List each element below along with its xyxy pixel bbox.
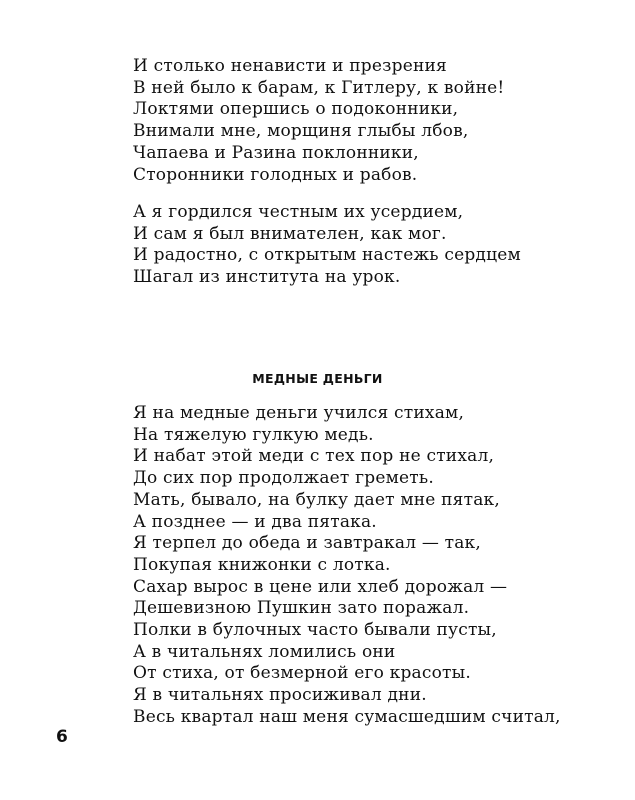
poem-line: Весь квартал наш меня сумасшедшим считал, [133,706,561,727]
poem-line: Полки в булочных часто бывали пусты, [133,620,497,641]
poem-line: Мать, бывало, на булку дает мне пятак, [133,489,500,510]
poem-line: До сих пор продолжает греметь. [133,468,434,489]
poem-title: МЕДНЫЕ ДЕНЬГИ [252,371,383,386]
poem-line: И столько ненависти и презрения [133,56,447,76]
poem-line: А в читальнях ломились они [133,641,396,662]
poem-line: От стиха, от безмерной его красоты. [133,663,471,684]
poem-line: Внимали мне, морщиня глыбы лбов, [133,121,469,142]
poem-line: Локтями опершись о подоконники, [133,99,459,120]
poem-line: Сахар вырос в цене или хлеб дорожал — [133,576,508,597]
page-number: 6 [56,727,68,747]
stanza-2 [133,202,521,289]
poem-line: Я в читальнях просиживал дни. [133,685,427,706]
poem-line: А позднее — и два пятака. [133,511,377,532]
poem-line: Дешевизною Пушкин зато поражал. [133,598,470,619]
poem-line: Шагал из института на урок. [133,267,401,288]
stanza-1 [133,56,504,186]
poem-line: Покупая книжонки с лотка. [133,554,391,575]
stanza-3 [133,403,561,729]
poem-line: Сторонники голодных и рабов. [133,164,418,185]
poem-line: И радостно, с открытым настежь сердцем [133,245,521,266]
poem-line: А я гордился честным их усердием, [133,202,464,222]
poem-line: Я терпел до обеда и завтракал — так, [133,533,481,554]
poem-line: Я на медные деньги учился стихам, [133,403,465,423]
poem-line: И сам я был внимателен, как мог. [133,223,447,244]
poem-line: В ней было к барам, к Гитлеру, к войне! [133,77,505,98]
poem-line: И набат этой меди с тех пор не стихал, [133,446,495,467]
poem-line: Чапаева и Разина поклонники, [133,142,419,163]
poem-line: На тяжелую гулкую медь. [133,424,374,445]
